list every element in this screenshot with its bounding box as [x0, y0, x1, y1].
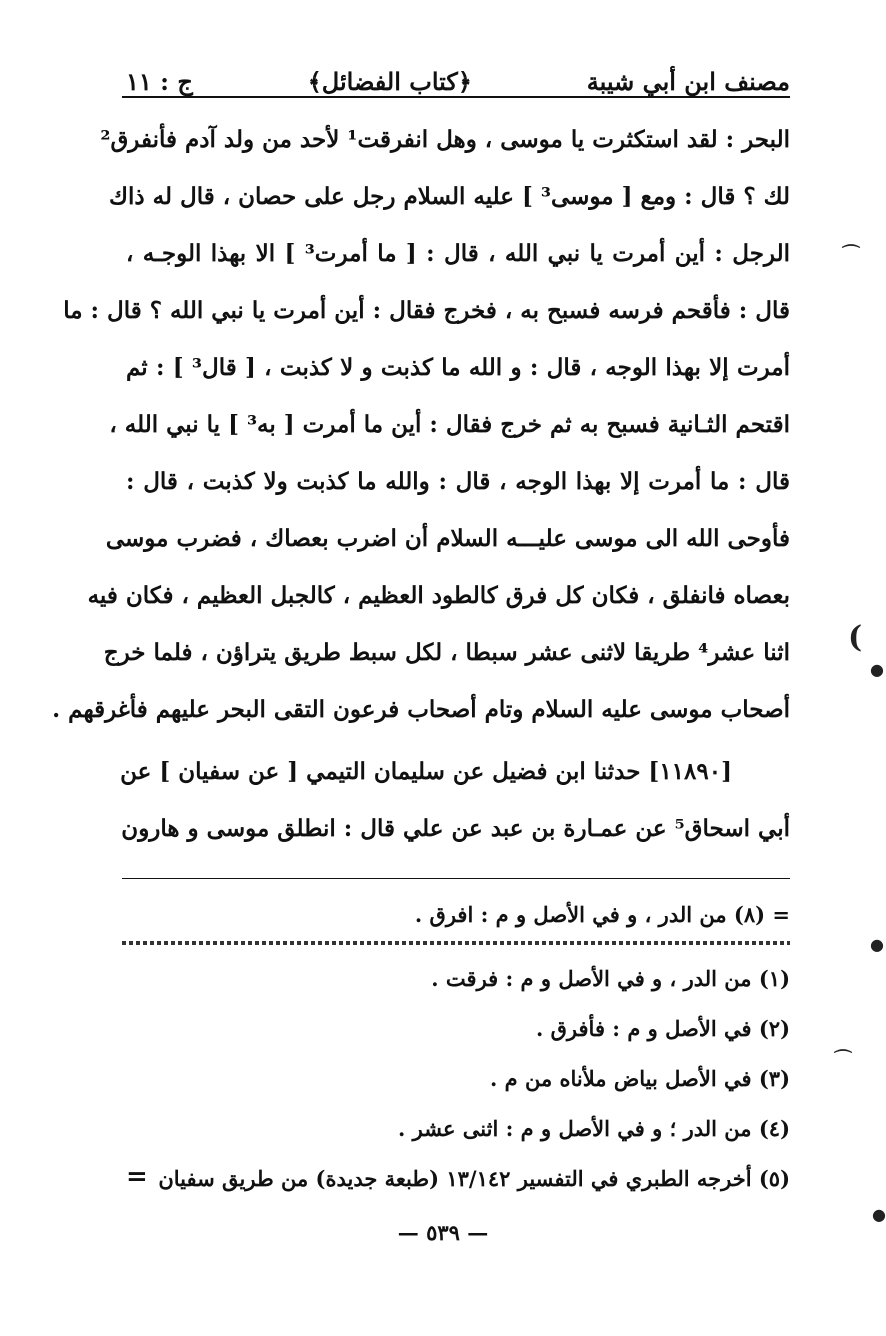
margin-bracket-icon: ) [848, 620, 863, 655]
footnote-continues-marker: = [126, 1162, 148, 1192]
body-line: فأوحى الله الى موسى عليـــه السلام أن اضرب بعصاك ، فضرب موسى [105, 525, 790, 552]
footnote-rule [122, 878, 790, 879]
footnote-item: (٤) من الدر ؛ و في الأصل و م : اثنى عشر . [398, 1116, 790, 1141]
footnote-item: (٣) في الأصل بياض ملأناه من م . [490, 1066, 790, 1091]
margin-scratch-icon: ⌒ [834, 1049, 852, 1070]
page-number: — ٥٣٩ — [397, 1220, 489, 1245]
body-line: بعصاه فانفلق ، فكان كل فرق كالطود العظيم ، كالجبل العظيم ، فكان فيه [87, 582, 790, 609]
margin-dot-icon: ● [870, 660, 884, 679]
margin-dot-icon: ● [872, 1205, 886, 1224]
body-line: أمرت إلا بهذا الوجه ، قال : و الله ما كذبت و لا كذبت ، [ قال³ ] : ثم [126, 354, 790, 381]
footnote-item: (٥) أخرجه الطبري في التفسير ١٣/١٤٢ (طبعة جديدة) من طريق سفيان [158, 1166, 790, 1191]
hadith-line: أبي اسحاق⁵ عن عمـارة بن عبد عن علي قال : انطلق موسى و هارون [121, 815, 790, 842]
footnote-separator [122, 941, 790, 945]
hadith-line: [١١٨٩٠] حدثنا ابن فضيل عن سليمان التيمي [ عن سفيان ] عن [120, 758, 732, 785]
body-line: اقتحم الثـانية فسبح به ثم خرج فقال : أين ما أمرت [ به³ ] يا نبي الله ، [109, 411, 790, 438]
header-rule [122, 96, 790, 98]
book-title: مصنف ابن أبي شيبة [586, 67, 790, 96]
section-title: ﴿كتاب الفضائل﴾ [307, 67, 472, 96]
body-line: أصحاب موسى عليه السلام وتام أصحاب فرعون التقى البحر عليهم فأغرقهم . [52, 696, 790, 723]
body-line: الرجل : أين أمرت يا نبي الله ، قال : [ ما أمرت³ ] الا بهذا الوجـه ، [126, 240, 790, 267]
body-line: البحر : لقد استكثرت يا موسى ، وهل انفرقت¹ لأحد من ولد آدم فأنفرق² [100, 126, 790, 153]
footnote-continued: = (٨) من الدر ، و في الأصل و م : افرق . [414, 902, 790, 927]
page-header [126, 48, 790, 96]
volume-number: ج : ١١ [126, 67, 193, 96]
body-line: قال : ما أمرت إلا بهذا الوجه ، قال : والله ما كذبت ولا كذبت ، قال : [126, 468, 790, 495]
margin-scratch-icon: ⌒ [842, 244, 860, 265]
margin-dot-icon: ● [870, 935, 884, 954]
body-line: قال : فأقحم فرسه فسبح به ، فخرج فقال : أين أمرت يا نبي الله ؟ قال : ما [63, 297, 790, 324]
footnote-item: (٢) في الأصل و م : فأفرق . [536, 1016, 790, 1041]
body-line: اثنا عشر⁴ طريقا لاثنى عشر سبطا ، لكل سبط طريق يتراؤن ، فلما خرج [103, 639, 790, 666]
footnote-item: (١) من الدر ، و في الأصل و م : فرقت . [431, 966, 790, 991]
body-line: لك ؟ قال : ومع [ موسى³ ] عليه السلام رجل على حصان ، قال له ذاك [109, 183, 790, 210]
